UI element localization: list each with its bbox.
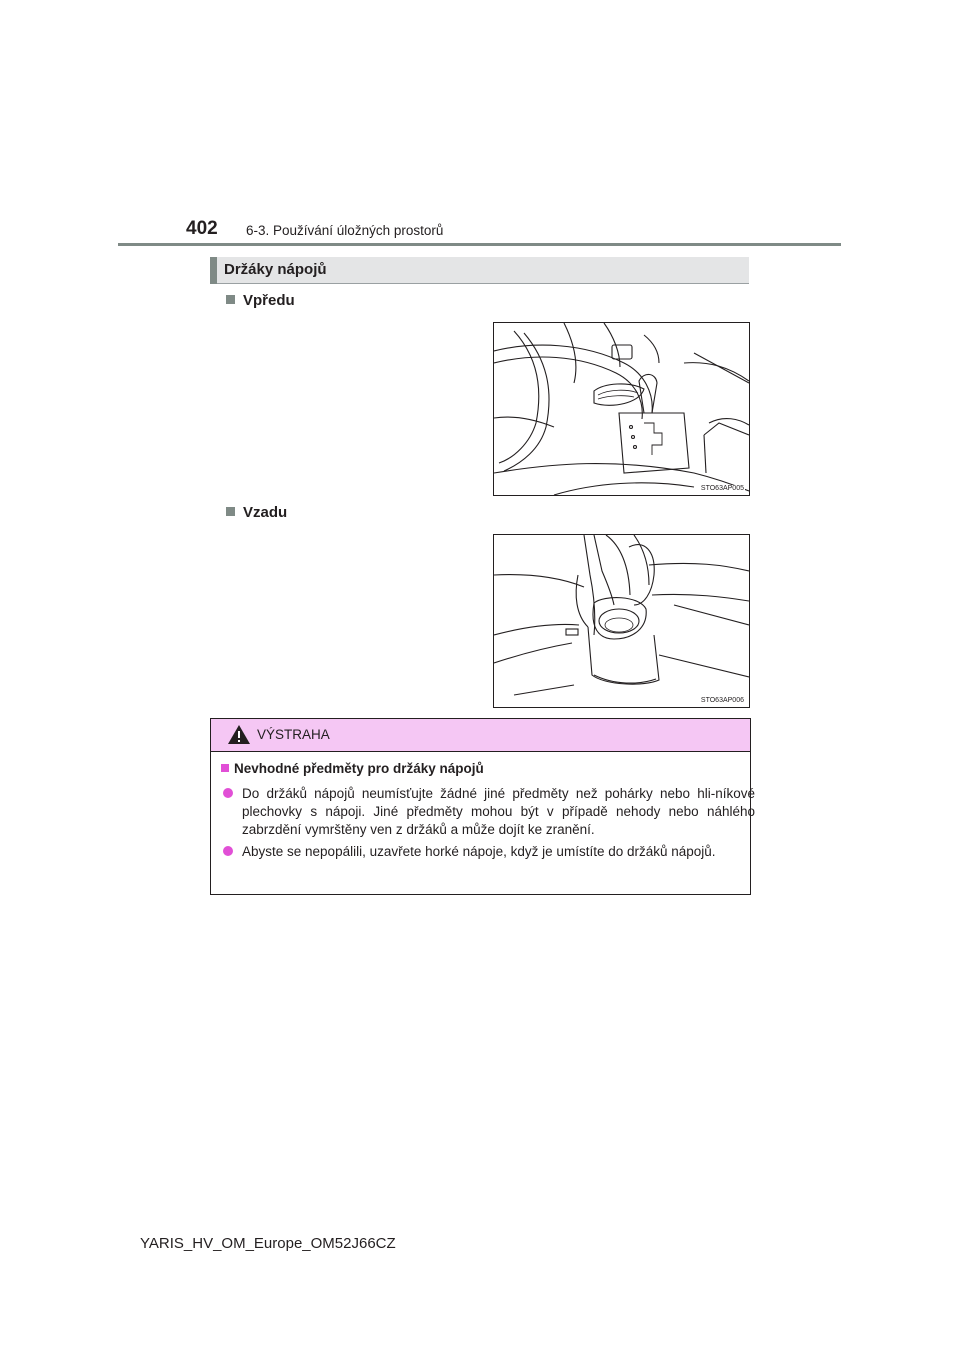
chapter-title: 6-3. Používání úložných prostorů [246, 223, 444, 238]
subheading-front-label: Vpředu [243, 292, 295, 309]
header-rule [118, 243, 841, 246]
figure-code-rear: STO63AP006 [700, 697, 744, 704]
square-bullet-icon [226, 295, 235, 304]
subheading-front [226, 292, 295, 309]
figure-front-cup-holder [493, 322, 750, 496]
footer-document-code: YARIS_HV_OM_Europe_OM52J66CZ [140, 1235, 396, 1252]
subheading-rear-label: Vzadu [243, 504, 288, 521]
warning-triangle-icon [228, 725, 250, 744]
warning-header [211, 719, 750, 752]
warning-subheading-label: Nevhodné předměty pro držáky nápojů [234, 761, 484, 776]
subheading-rear [226, 504, 287, 521]
section-title: Držáky nápojů [224, 261, 327, 278]
figure-rear-cup-holder [493, 534, 750, 708]
section-heading-bar [210, 257, 217, 284]
page-number: 402 [186, 218, 218, 239]
figure-code-front: STO63AP005 [700, 485, 744, 492]
bullet-dot-icon [223, 788, 233, 798]
warning-box [210, 718, 755, 895]
square-bullet-icon [226, 507, 235, 516]
rear-cup-holder-illustration [494, 535, 749, 707]
warning-item-text: Do držáků nápojů neumísťujte žádné jiné předměty než pohárky nebo hli-níkové plechovky s nápoji. Jiné předměty mohou být v případě nehody nebo náhlého zabrzdění vymrštěny ven z držáků a může dojít ke zranění. [242, 786, 755, 837]
warning-item-text: Abyste se nepopálili, uzavřete horké nápoje, když je umístíte do držáků nápojů. [242, 844, 716, 859]
section-heading [210, 257, 749, 284]
bullet-dot-icon [223, 846, 233, 856]
warning-title: VÝSTRAHA [257, 727, 330, 742]
front-cup-holder-illustration [494, 323, 749, 495]
square-bullet-icon [221, 764, 229, 772]
warning-subheading [221, 761, 484, 776]
